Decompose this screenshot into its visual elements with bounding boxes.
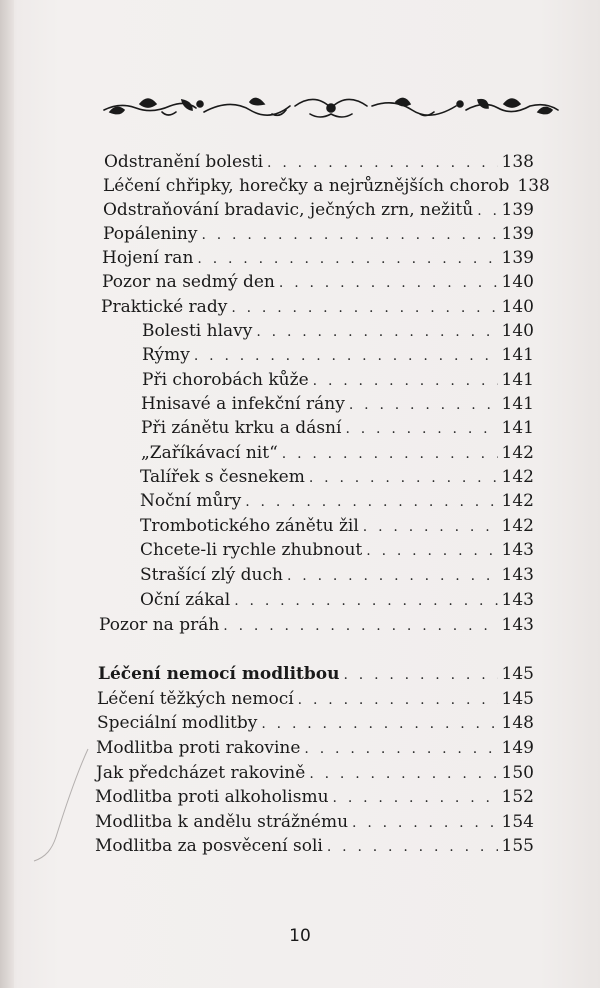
toc-entry[interactable] — [96, 737, 534, 759]
toc-leader-dots — [304, 738, 497, 760]
toc-entry[interactable] — [97, 688, 534, 710]
toc-entry-page: 142 — [501, 443, 534, 463]
toc-leader-dots — [194, 345, 498, 367]
toc-entry-label: Praktické rady — [101, 297, 228, 317]
toc-leader-dots — [345, 418, 497, 440]
toc-entry-page: 142 — [501, 516, 534, 536]
toc-entry-label: Strašící zlý duch — [140, 565, 283, 585]
toc-entry[interactable] — [103, 175, 550, 197]
toc-subentry[interactable] — [142, 369, 534, 391]
floral-divider-icon — [100, 90, 562, 126]
toc-entry-page: 140 — [501, 272, 534, 292]
toc-entry-label: Popáleniny — [103, 224, 198, 244]
toc-leader-dots — [352, 812, 498, 834]
toc-entry-label: Léčení nemocí modlitbou — [98, 664, 340, 684]
toc-leader-dots — [363, 516, 498, 538]
toc-entry-label: Jak předcházet rakovině — [96, 763, 306, 783]
toc-entry[interactable] — [102, 247, 534, 269]
toc-entry[interactable] — [99, 614, 534, 636]
toc-leader-dots — [309, 763, 497, 785]
toc-entry-label: Odstraňování bradavic, ječných zrn, nežitů — [103, 200, 474, 220]
toc-entry-page: 141 — [501, 345, 534, 365]
toc-entry-page: 143 — [501, 590, 534, 610]
page-gutter-shadow — [0, 0, 14, 988]
toc-subentry[interactable] — [140, 539, 534, 561]
toc-leader-dots — [343, 664, 497, 686]
toc-leader-dots — [201, 224, 497, 246]
toc-leader-dots — [267, 152, 498, 174]
toc-leader-dots — [231, 297, 497, 319]
toc-entry-label: Modlitba proti rakovine — [96, 738, 301, 758]
toc-entry[interactable] — [96, 762, 534, 784]
toc-entry-label: Rýmy — [142, 345, 190, 365]
toc-entry-page: 149 — [501, 738, 534, 758]
toc-entry[interactable] — [95, 786, 534, 808]
toc-leader-dots — [279, 272, 498, 294]
toc-subentry[interactable] — [140, 466, 534, 488]
toc-entry-page: 141 — [501, 394, 534, 414]
toc-entry[interactable] — [103, 199, 534, 221]
page-number: 10 — [289, 926, 311, 946]
toc-entry[interactable] — [102, 271, 534, 293]
toc-entry-page: 148 — [501, 713, 534, 733]
toc-subentry[interactable] — [142, 344, 534, 366]
toc-leader-dots — [298, 689, 498, 711]
toc-subentry[interactable] — [140, 515, 534, 537]
toc-entry[interactable] — [103, 223, 534, 245]
toc-leader-dots — [309, 467, 498, 489]
toc-entry-page: 142 — [501, 467, 534, 487]
toc-subentry[interactable] — [140, 564, 534, 586]
toc-entry-page: 143 — [501, 565, 534, 585]
toc-entry-page: 138 — [501, 152, 534, 172]
toc-entry-label: Bolesti hlavy — [142, 321, 253, 341]
toc-entry-label: Odstranění bolesti — [104, 152, 264, 172]
toc-entry-page: 143 — [501, 540, 534, 560]
toc-leader-dots — [287, 565, 498, 587]
pencil-mark-decoration — [26, 745, 106, 865]
toc-entry[interactable] — [97, 712, 534, 734]
toc-entry[interactable] — [104, 151, 534, 173]
toc-subentry[interactable] — [141, 442, 534, 464]
toc-subentry[interactable] — [141, 417, 534, 439]
toc-entry-label: Léčení těžkých nemocí — [97, 689, 294, 709]
toc-section-heading[interactable] — [98, 663, 534, 685]
toc-entry-label: Speciální modlitby — [97, 713, 258, 733]
toc-entry-label: Trombotického zánětu žil — [140, 516, 359, 536]
toc-entry-page: 140 — [501, 297, 534, 317]
toc-entry-page: 139 — [501, 248, 534, 268]
toc-leader-dots — [366, 540, 497, 562]
toc-entry-page: 145 — [501, 689, 534, 709]
toc-entry-label: Při zánětu krku a dásní — [141, 418, 342, 438]
toc-entry-label: Pozor na sedmý den — [102, 272, 275, 292]
toc-entry-page: 152 — [501, 787, 534, 807]
toc-leader-dots — [234, 590, 497, 612]
toc-leader-dots — [245, 491, 497, 513]
toc-subentry[interactable] — [142, 320, 534, 342]
toc-entry-label: „Zaříkávací nit“ — [141, 443, 278, 463]
toc-entry-page: 140 — [501, 321, 534, 341]
toc-subentry[interactable] — [140, 490, 534, 512]
toc-leader-dots — [349, 394, 498, 416]
toc-entry-label: Při chorobách kůže — [142, 370, 309, 390]
toc-leader-dots — [256, 321, 497, 343]
toc-entry-label: Hnisavé a infekční rány — [141, 394, 345, 414]
toc-entry-page: 139 — [501, 200, 534, 220]
toc-leader-dots — [197, 248, 497, 270]
toc-entry-label: Chcete-li rychle zhubnout — [140, 540, 363, 560]
toc-entry-page: 138 — [517, 176, 550, 196]
toc-entry-page: 142 — [501, 491, 534, 511]
toc-leader-dots — [333, 787, 498, 809]
toc-entry-label: Noční můry — [140, 491, 242, 511]
toc-entry-page: 150 — [501, 763, 534, 783]
toc-entry[interactable] — [101, 296, 534, 318]
toc-entry-label: Oční zákal — [140, 590, 231, 610]
toc-entry-page: 143 — [501, 615, 534, 635]
toc-entry-label: Modlitba proti alkoholismu — [95, 787, 329, 807]
toc-entry-page: 141 — [501, 370, 534, 390]
toc-leader-dots — [313, 370, 498, 392]
toc-entry-label: Modlitba za posvěcení soli — [95, 836, 323, 856]
toc-leader-dots — [477, 200, 497, 222]
toc-entry-page: 139 — [501, 224, 534, 244]
toc-leader-dots — [223, 615, 497, 637]
toc-entry[interactable] — [95, 835, 534, 857]
toc-entry-page: 154 — [501, 812, 534, 832]
toc-leader-dots — [327, 836, 498, 858]
toc-entry-page: 155 — [501, 836, 534, 856]
toc-entry[interactable] — [95, 811, 534, 833]
toc-entry-label: Léčení chřipky, horečky a nejrůznějších chorob — [103, 176, 510, 196]
toc-entry-label: Talířek s česnekem — [140, 467, 305, 487]
toc-entry-label: Hojení ran — [102, 248, 194, 268]
toc-entry-page: 141 — [501, 418, 534, 438]
toc-leader-dots — [261, 713, 497, 735]
toc-entry-page: 145 — [501, 664, 534, 684]
toc-subentry[interactable] — [141, 393, 534, 415]
toc-leader-dots — [282, 443, 498, 465]
toc-entry-label: Pozor na práh — [99, 615, 220, 635]
toc-entry-label: Modlitba k andělu strážnému — [95, 812, 349, 832]
toc-subentry[interactable] — [140, 589, 534, 611]
